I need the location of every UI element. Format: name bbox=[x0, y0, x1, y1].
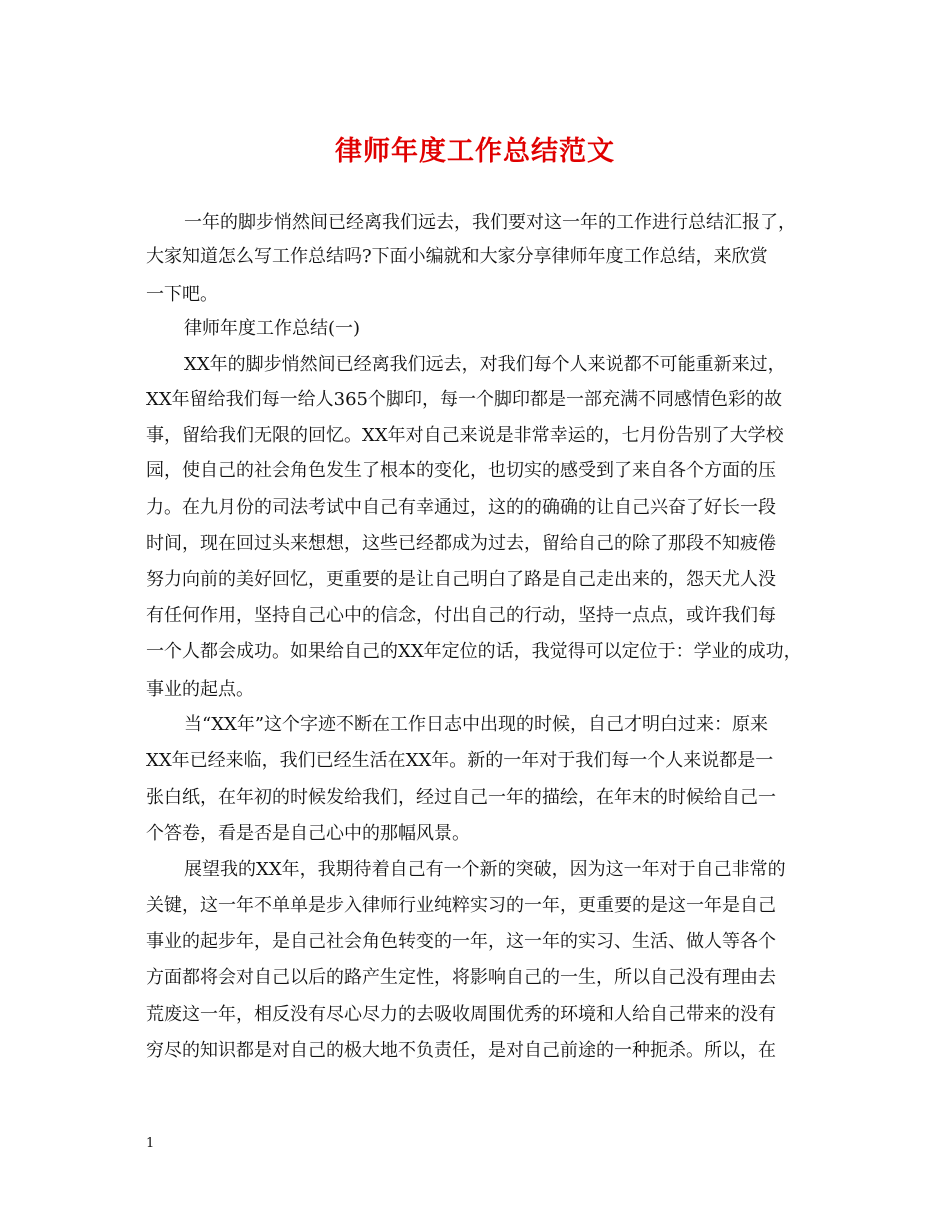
paragraph-line: 一个人都会成功。如果给自己的XX年定位的话，我觉得可以定位于：学业的成功， bbox=[146, 641, 802, 662]
paragraph-line: 事业的起点。 bbox=[146, 679, 254, 700]
paragraph-line: 力。在九月份的司法考试中自己有幸通过，这的的确确的让自己兴奋了好长一段 bbox=[146, 497, 776, 518]
paragraph-line: 努力向前的美好回忆，更重要的是让自己明白了路是自己走出来的，怨天尤人没 bbox=[146, 569, 776, 590]
paragraph-line: 方面都将会对自己以后的路产生定性，将影响自己的一生，所以自己没有理由去 bbox=[146, 967, 776, 988]
paragraph-line: 一下吧。 bbox=[146, 284, 218, 305]
document-title: 律师年度工作总结范文 bbox=[335, 136, 615, 167]
paragraph-line: 关键，这一年不单单是步入律师行业纯粹实习的一年，更重要的是这一年是自己 bbox=[146, 895, 776, 916]
paragraph-line: XX年留给我们每一给人365个脚印，每一个脚印都是一部充满不同感情色彩的故 bbox=[146, 389, 782, 410]
paragraph-line: 张白纸，在年初的时候发给我们，经过自己一年的描绘，在年末的时候给自己一 bbox=[146, 787, 776, 808]
paragraph-line: 展望我的XX年，我期待着自己有一个新的突破，因为这一年对于自己非常的 bbox=[184, 859, 786, 880]
section-heading: 律师年度工作总结(一) bbox=[184, 318, 361, 339]
paragraph-line: 园，使自己的社会角色发生了根本的变化，也切实的感受到了来自各个方面的压 bbox=[146, 460, 776, 481]
paragraph-line: 荒废这一年，相反没有尽心尽力的去吸收周围优秀的环境和人给自己带来的没有 bbox=[146, 1004, 776, 1025]
page-number: 1 bbox=[146, 1136, 155, 1151]
paragraph-line: 时间，现在回过头来想想，这些已经都成为过去，留给自己的除了那段不知疲倦 bbox=[146, 533, 776, 554]
paragraph-line: 当“XX年”这个字迹不断在工作日志中出现的时候，自己才明白过来：原来 bbox=[184, 714, 769, 735]
paragraph-line: XX年已经来临，我们已经生活在XX年。新的一年对于我们每一个人来说都是一 bbox=[146, 750, 774, 771]
paragraph-line: 事，留给我们无限的回忆。XX年对自己来说是非常幸运的，七月份告别了大学校 bbox=[146, 425, 784, 446]
paragraph-line: 个答卷，看是否是自己心中的那幅风景。 bbox=[146, 823, 470, 844]
paragraph-line: 穷尽的知识都是对自己的极大地不负责任，是对自己前途的一种扼杀。所以，在 bbox=[146, 1040, 776, 1061]
paragraph-line: 大家知道怎么写工作总结吗?下面小编就和大家分享律师年度工作总结，来欣赏 bbox=[146, 246, 768, 267]
paragraph-line: 一年的脚步悄然间已经离我们远去，我们要对这一年的工作进行总结汇报了， bbox=[184, 212, 796, 233]
paragraph-line: XX年的脚步悄然间已经离我们远去，对我们每个人来说都不可能重新来过， bbox=[184, 354, 786, 375]
paragraph-line: 有任何作用，坚持自己心中的信念，付出自己的行动，坚持一点点，或许我们每 bbox=[146, 605, 776, 626]
paragraph-line: 事业的起步年，是自己社会角色转变的一年，这一年的实习、生活、做人等各个 bbox=[146, 931, 776, 952]
